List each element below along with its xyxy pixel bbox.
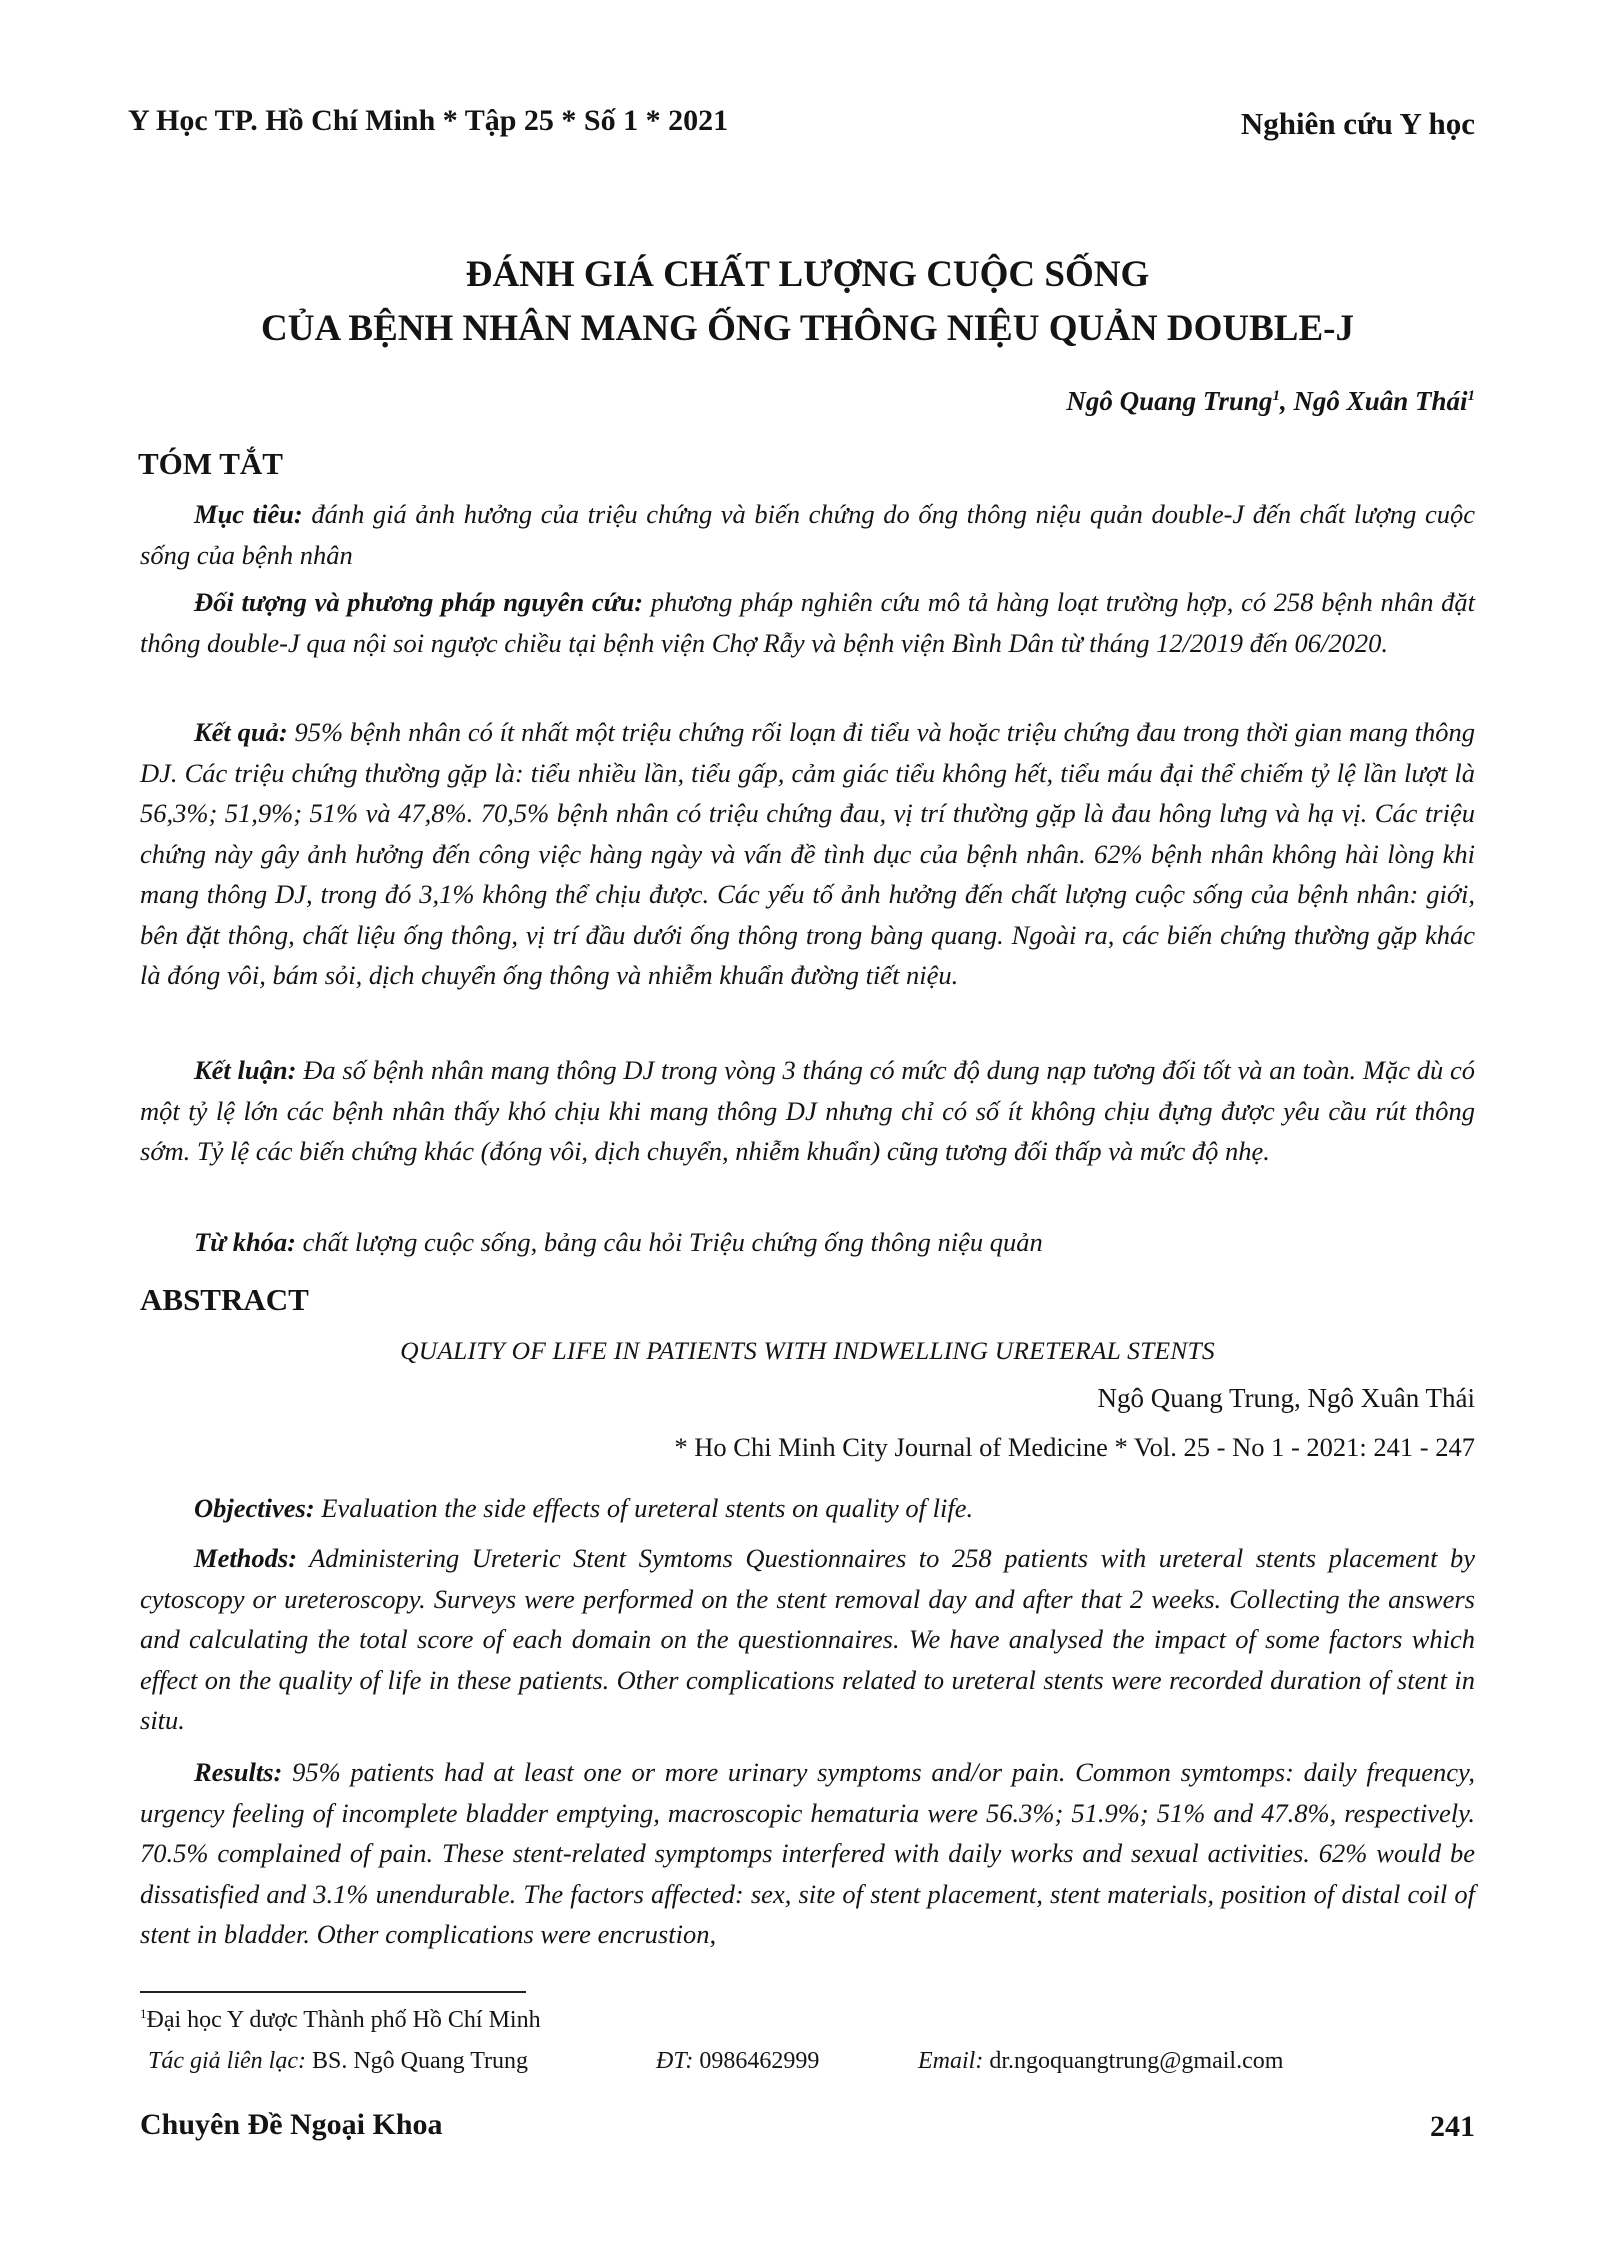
author-2: Ngô Xuân Thái	[1293, 386, 1468, 416]
summary-objective-text: đánh giá ảnh hưởng của triệu chứng và biến chứng do ống thông niệu quản double-J đến chất lượng cuộc sống của bệnh nhân	[140, 499, 1475, 570]
abstract-objectives-paragraph	[140, 1488, 1475, 1529]
title-line-1: ĐÁNH GIÁ CHẤT LƯỢNG CUỘC SỐNG	[465, 254, 1150, 295]
contact-email	[918, 2048, 1283, 2075]
abstract-objectives-label: Objectives:	[194, 1493, 315, 1523]
running-footer-section: Chuyên Đề Ngoại Khoa	[140, 2108, 443, 2141]
summary-results-label: Kết quả:	[194, 717, 288, 747]
abstract-results-paragraph	[140, 1752, 1475, 1955]
contact-author	[148, 2048, 528, 2074]
author-1-affiliation: 1	[1272, 388, 1280, 404]
abstract-methods-label: Methods:	[194, 1543, 298, 1573]
email-address: dr.ngoquangtrung@gmail.com	[983, 2048, 1284, 2074]
summary-objective-paragraph	[140, 494, 1475, 575]
summary-conclusion-paragraph	[140, 1050, 1475, 1172]
running-header-section: Nghiên cứu Y học	[1240, 106, 1475, 141]
abstract-results-text: 95% patients had at least one or more urinary symptoms and/or pain. Common symtomps: daily frequency, urgency feeling of incomplete bladder emptying, macroscopic hematuria were 56.3%; 51.9%; 51% and 47.8%, respectively. 70.5% complained of pain. These stent-related symptomps interfered with daily works and sexual activities. 62% would be dissatisfied and 3.1% unendurable. The factors affected: sex, site of stent placement, stent materials, position of distal coil of stent in bladder. Other complications were encrustion,	[140, 1757, 1475, 1949]
phone-number: 0986462999	[693, 2048, 820, 2074]
summary-methods-label: Đối tượng và phương pháp nguyên cứu:	[194, 587, 644, 617]
author-separator: ,	[1279, 386, 1294, 416]
english-authors: Ngô Quang Trung, Ngô Xuân Thái	[1097, 1383, 1475, 1413]
abstract-methods-paragraph	[140, 1538, 1475, 1741]
running-header-journal: Y Học TP. Hồ Chí Minh * Tập 25 * Số 1 * 2021	[128, 104, 729, 137]
phone-label: ĐT:	[656, 2048, 694, 2074]
title-line-2: CỦA BỆNH NHÂN MANG ỐNG THÔNG NIỆU QUẢN DOUBLE-J	[261, 308, 1354, 349]
summary-methods-paragraph	[140, 582, 1475, 663]
author-1: Ngô Quang Trung	[1066, 386, 1273, 416]
abstract-objectives-text: Evaluation the side effects of ureteral stents on quality of life.	[314, 1493, 974, 1523]
author-list	[1066, 386, 1475, 417]
footnote-marker: 1	[140, 2006, 147, 2021]
contact-label: Tác giả liên lạc:	[148, 2048, 306, 2074]
abstract-heading: ABSTRACT	[140, 1282, 309, 1317]
affiliation-text: Đại học Y dược Thành phố Hồ Chí Minh	[146, 2007, 541, 2033]
summary-results-text: 95% bệnh nhân có ít nhất một triệu chứng rối loạn đi tiểu và hoặc triệu chứng đau trong thời gian mang thông DJ. Các triệu chứng thường gặp là: tiểu nhiều lần, tiểu gấp, cảm giác tiểu không hết, tiểu máu đại thể chiếm tỷ lệ lần lượt là 56,3%; 51,9%; 51% và 47,8%. 70,5% bệnh nhân có triệu chứng đau, vị trí thường gặp là đau hông lưng và hạ vị. Các triệu chứng này gây ảnh hưởng đến công việc hàng ngày và vấn đề tình dục của bệnh nhân. 62% bệnh nhân không hài lòng khi mang thông DJ, trong đó 3,1% không thể chịu được. Các yếu tố ảnh hưởng đến chất lượng cuộc sống của bệnh nhân: giới, bên đặt thông, chất liệu ống thông, vị trí đầu dưới ống thông trong bàng quang. Ngoài ra, các biến chứng thường gặp khác là đóng vôi, bám sỏi, dịch chuyển ống thông và nhiễm khuẩn đường tiết niệu.	[140, 717, 1475, 990]
summary-results-paragraph	[140, 712, 1475, 996]
footnote-contact	[148, 2048, 1448, 2075]
footnote-divider	[140, 1991, 526, 1993]
page-number: 241	[1430, 2110, 1475, 2143]
footnote-affiliation	[140, 2006, 541, 2034]
summary-conclusion-label: Kết luận:	[194, 1055, 297, 1085]
summary-methods-text: phương pháp nghiên cứu mô tả hàng loạt trường hợp, có 258 bệnh nhân đặt thông double-J qua nội soi ngược chiều tại bệnh viện Chợ Rẫy và bệnh viện Bình Dân từ tháng 12/2019 đến 06/2020.	[140, 587, 1475, 658]
summary-keywords-label: Từ khóa:	[194, 1227, 297, 1257]
abstract-methods-text: Administering Ureteric Stent Symtoms Questionnaires to 258 patients with ureteral stents placement by cytoscopy or ureteroscopy. Surveys were performed on the stent removal day and after that 2 weeks. Collecting the answers and calculating the total score of each domain on the questionnaires. We have analysed the impact of some factors which effect on the quality of life in these patients. Other complications related to ureteral stents were recorded duration of stent in situ.	[140, 1543, 1475, 1735]
email-label: Email:	[918, 2048, 984, 2074]
contact-name: BS. Ngô Quang Trung	[305, 2048, 529, 2074]
summary-conclusion-text: Đa số bệnh nhân mang thông DJ trong vòng 3 tháng có mức độ dung nạp tương đối tốt và an toàn. Mặc dù có một tỷ lệ lớn các bệnh nhân thấy khó chịu khi mang thông DJ nhưng chỉ có số ít không chịu đựng được yêu cầu rút thông sớm. Tỷ lệ các biến chứng khác (đóng vôi, dịch chuyển, nhiễm khuẩn) cũng tương đối thấp và mức độ nhẹ.	[140, 1055, 1476, 1166]
summary-objective-label: Mục tiêu:	[194, 499, 303, 529]
summary-keywords-text: chất lượng cuộc sống, bảng câu hỏi Triệu chứng ống thông niệu quản	[296, 1227, 1043, 1257]
author-2-affiliation: 1	[1467, 388, 1475, 404]
citation-line: * Ho Chi Minh City Journal of Medicine * Vol. 25 - No 1 - 2021: 241 - 247	[674, 1432, 1475, 1462]
contact-phone	[656, 2048, 819, 2075]
summary-heading: TÓM TẮT	[138, 446, 283, 481]
summary-keywords-paragraph	[140, 1222, 1475, 1263]
abstract-results-label: Results:	[194, 1757, 283, 1787]
article-title	[0, 248, 1615, 356]
english-title: QUALITY OF LIFE IN PATIENTS WITH INDWELLING URETERAL STENTS	[400, 1336, 1215, 1365]
